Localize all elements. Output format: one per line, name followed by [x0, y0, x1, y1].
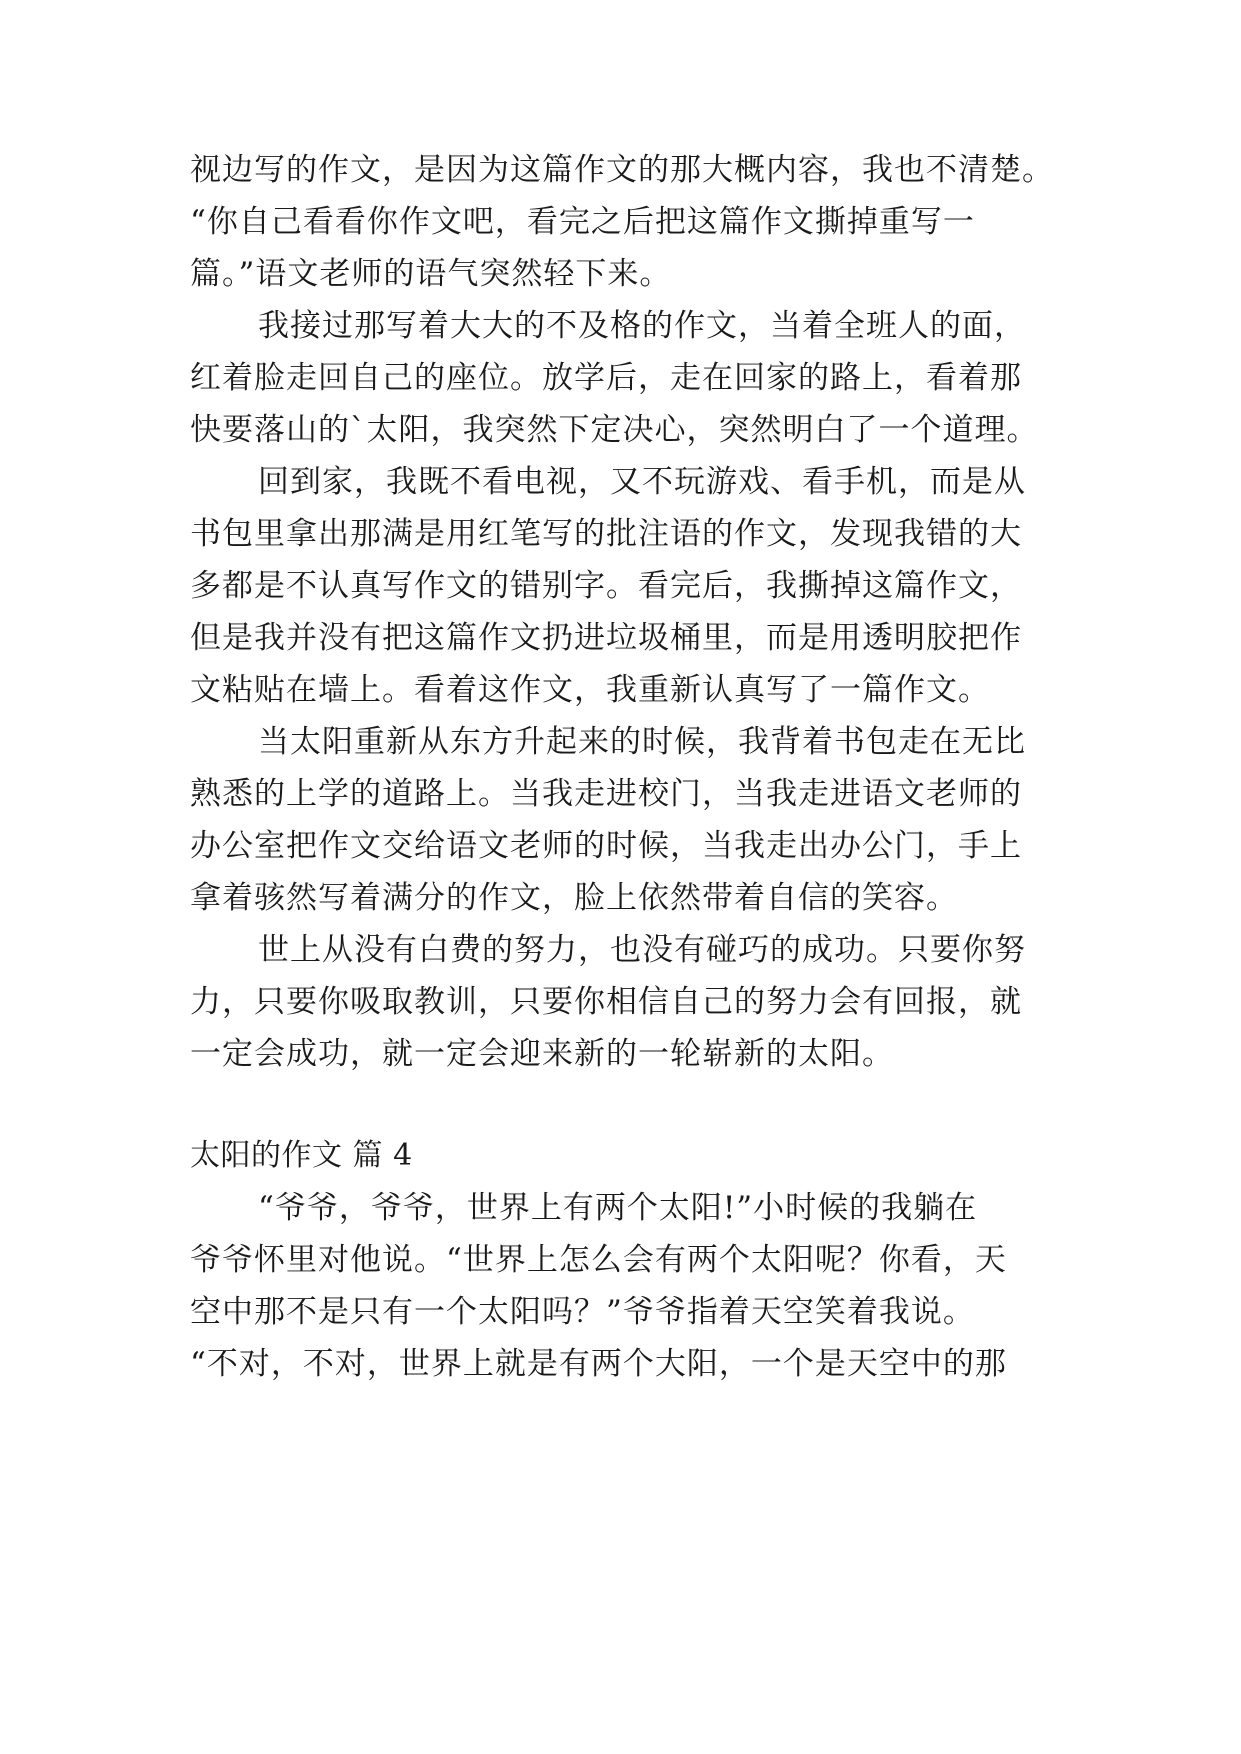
- text-line: 一定会成功，就一定会迎来新的一轮崭新的太阳。: [190, 1036, 894, 1072]
- text-line: 红着脸走回自己的座位。放学后，走在回家的路上，看着那: [190, 360, 1022, 396]
- text-line: 力，只要你吸取教训，只要你相信自己的努力会有回报，就: [190, 984, 1022, 1020]
- text-line: 快要落山的`太阳，我突然下定决心，突然明白了一个道理。: [190, 412, 1039, 448]
- text-line: “你自己看看你作文吧，看完之后把这篇作文撕掉重写一: [190, 204, 975, 240]
- text-line: 拿着骇然写着满分的作文，脸上依然带着自信的笑容。: [190, 880, 958, 916]
- text-line: 但是我并没有把这篇作文扔进垃圾桶里，而是用透明胶把作: [190, 620, 1022, 656]
- text-line: 我接过那写着大大的不及格的作文，当着全班人的面，: [258, 308, 1026, 344]
- text-line: 多都是不认真写作文的错别字。看完后，我撕掉这篇作文，: [190, 568, 1022, 604]
- section-heading: 太阳的作文 篇 4: [190, 1138, 413, 1173]
- text-line: 视边写的作文，是因为这篇作文的那大概内容，我也不清楚。: [190, 152, 1054, 188]
- text-line: 篇。”语文老师的语气突然轻下来。: [190, 256, 672, 292]
- text-line: 办公室把作文交给语文老师的时候，当我走出办公门，手上: [190, 828, 1022, 864]
- text-line: 文粘贴在墙上。看着这作文，我重新认真写了一篇作文。: [190, 672, 990, 708]
- text-line: 回到家，我既不看电视，又不玩游戏、看手机，而是从: [258, 464, 1026, 500]
- text-line: 书包里拿出那满是用红笔写的批注语的作文，发现我错的大: [190, 516, 1022, 552]
- text-line: 熟悉的上学的道路上。当我走进校门，当我走进语文老师的: [190, 776, 1022, 812]
- text-line: 当太阳重新从东方升起来的时候，我背着书包走在无比: [258, 724, 1026, 760]
- text-line: 空中那不是只有一个太阳吗？”爷爷指着天空笑着我说。: [190, 1294, 975, 1330]
- text-line: 爷爷怀里对他说。“世界上怎么会有两个太阳呢？你看，天: [190, 1242, 1007, 1278]
- text-line: “不对，不对，世界上就是有两个大阳，一个是天空中的那: [190, 1346, 1007, 1382]
- text-line: 世上从没有白费的努力，也没有碰巧的成功。只要你努: [258, 932, 1026, 968]
- text-line: “爷爷，爷爷，世界上有两个太阳!”小时候的我躺在: [258, 1190, 978, 1226]
